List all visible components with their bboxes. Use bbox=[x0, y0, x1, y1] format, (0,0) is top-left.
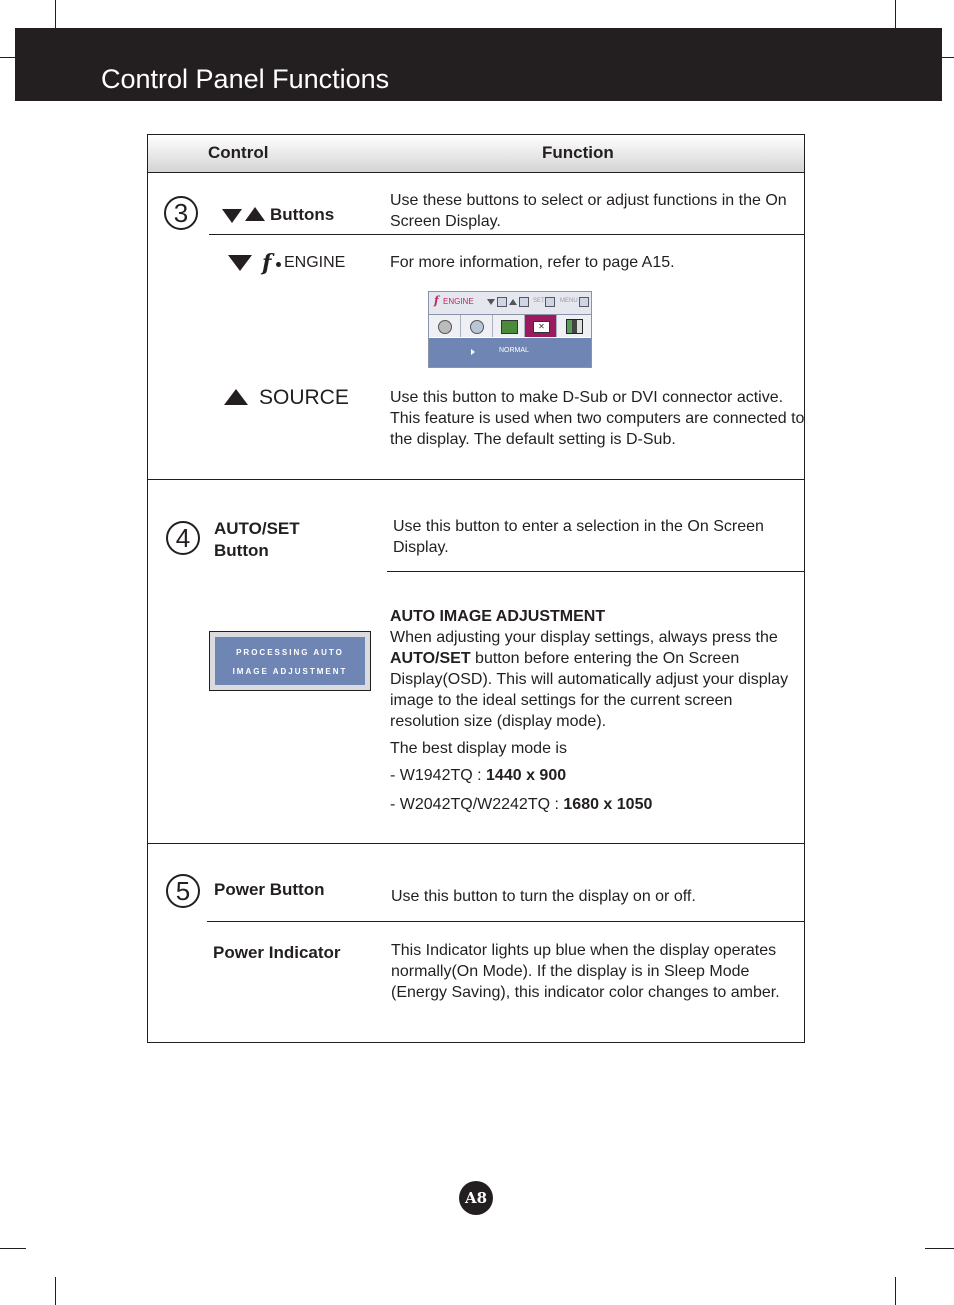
crop-mark bbox=[925, 1248, 954, 1249]
osd-box-icon bbox=[545, 297, 555, 307]
osd-box-icon bbox=[497, 297, 507, 307]
row-divider bbox=[387, 571, 805, 572]
section-divider bbox=[148, 479, 804, 480]
f-engine-osd-screenshot bbox=[428, 291, 592, 368]
processing-auto-screenshot bbox=[209, 631, 371, 691]
down-arrow-icon bbox=[228, 255, 252, 271]
osd-title: ENGINE bbox=[443, 297, 474, 306]
crop-mark bbox=[55, 1277, 56, 1305]
crop-mark bbox=[942, 57, 954, 58]
row-divider bbox=[207, 921, 805, 922]
f-engine-description: For more information, refer to page A15. bbox=[390, 254, 675, 271]
osd-film-icon bbox=[438, 320, 452, 334]
crop-mark bbox=[895, 1277, 896, 1305]
osd-up-icon bbox=[509, 299, 517, 305]
processing-line1: PROCESSING AUTO bbox=[236, 648, 344, 657]
column-header-function: Function bbox=[542, 143, 614, 162]
up-arrow-icon bbox=[245, 207, 265, 221]
source-label: SOURCE bbox=[259, 386, 349, 409]
osd-f-logo-icon: f bbox=[434, 294, 439, 307]
osd-close-icon: ✕ bbox=[533, 321, 550, 333]
auto-image-adjustment-text bbox=[390, 627, 805, 732]
power-button-label: Power Button bbox=[214, 880, 325, 899]
column-header-control: Control bbox=[208, 143, 269, 162]
mode-model: - W1942TQ : bbox=[390, 767, 487, 784]
osd-mode-photo bbox=[493, 315, 525, 337]
processing-message-box bbox=[215, 637, 365, 685]
display-mode-2 bbox=[390, 794, 805, 815]
up-arrow-icon bbox=[224, 389, 248, 405]
section-number-4: 4 bbox=[166, 521, 200, 555]
auto-set-label bbox=[214, 518, 300, 562]
osd-status-text: NORMAL bbox=[499, 347, 529, 354]
power-button-description: Use this button to turn the display on or off. bbox=[391, 888, 696, 905]
page-number-badge: A8 bbox=[459, 1181, 493, 1215]
osd-down-icon bbox=[487, 299, 495, 305]
power-indicator-description: This Indicator lights up blue when the display operates normally(On Mode). If the display is in Sleep Mode (Energy Saving), this indicator color changes to amber. bbox=[391, 942, 780, 1001]
section-divider bbox=[148, 843, 804, 844]
adj-text-part: When adjusting your display settings, always press the bbox=[390, 629, 778, 646]
osd-globe-icon bbox=[470, 320, 484, 334]
osd-mode-normal-selected bbox=[525, 315, 557, 337]
f-engine-logo-icon: f bbox=[262, 250, 272, 276]
osd-mode-internet bbox=[461, 315, 493, 337]
osd-mode-movie bbox=[429, 315, 461, 337]
auto-set-description: Use this button to enter a selection in the On Screen Display. bbox=[393, 518, 764, 556]
buttons-label: Buttons bbox=[270, 205, 335, 224]
osd-box-icon bbox=[519, 297, 529, 307]
mode-model: - W2042TQ/W2242TQ : bbox=[390, 796, 564, 813]
processing-line2: IMAGE ADJUSTMENT bbox=[232, 667, 348, 676]
crop-mark bbox=[0, 1248, 26, 1249]
auto-image-adjustment-title: AUTO IMAGE ADJUSTMENT bbox=[390, 608, 606, 625]
f-engine-label: ENGINE bbox=[284, 254, 346, 271]
best-display-mode-text: The best display mode is bbox=[390, 740, 567, 757]
osd-status-bar bbox=[429, 338, 591, 367]
source-description: Use this button to make D-Sub or DVI connector active. This feature is used when two computers are connected to the display. The default setting is D-Sub. bbox=[390, 389, 805, 448]
down-arrow-icon bbox=[222, 209, 242, 223]
osd-box-icon bbox=[579, 297, 589, 307]
section-number-3: 3 bbox=[164, 196, 198, 230]
power-indicator-label: Power Indicator bbox=[213, 943, 341, 962]
row-divider bbox=[209, 234, 805, 235]
osd-set-label: SET bbox=[533, 298, 545, 304]
auto-set-label-line1: AUTO/SET bbox=[214, 519, 300, 538]
osd-play-icon bbox=[471, 349, 475, 355]
osd-title-bar bbox=[429, 292, 591, 315]
mode-resolution: 1680 x 1050 bbox=[563, 796, 653, 813]
adj-text-part: button before entering the On Screen Display(OSD). This will automatically adjust your display image to the ideal settings for the current screen resolution size (display mode). bbox=[390, 650, 789, 730]
mode-resolution: 1440 x 900 bbox=[486, 767, 567, 784]
buttons-description: Use these buttons to select or adjust functions in the On Screen Display. bbox=[390, 192, 787, 230]
osd-photo-icon bbox=[501, 320, 518, 334]
osd-user-icon bbox=[566, 319, 583, 334]
osd-menu-label: MENU bbox=[560, 298, 578, 304]
section-number-5: 5 bbox=[166, 874, 200, 908]
f-engine-dot-icon bbox=[276, 262, 281, 267]
osd-mode-row bbox=[429, 315, 591, 337]
page-title: Control Panel Functions bbox=[101, 64, 390, 94]
crop-mark bbox=[0, 57, 15, 58]
crop-mark bbox=[895, 0, 896, 28]
display-mode-1 bbox=[390, 765, 805, 786]
auto-set-label-line2: Button bbox=[214, 541, 269, 560]
crop-mark bbox=[55, 0, 56, 28]
adj-text-bold: AUTO/SET bbox=[390, 650, 471, 667]
osd-mode-user bbox=[557, 315, 591, 337]
